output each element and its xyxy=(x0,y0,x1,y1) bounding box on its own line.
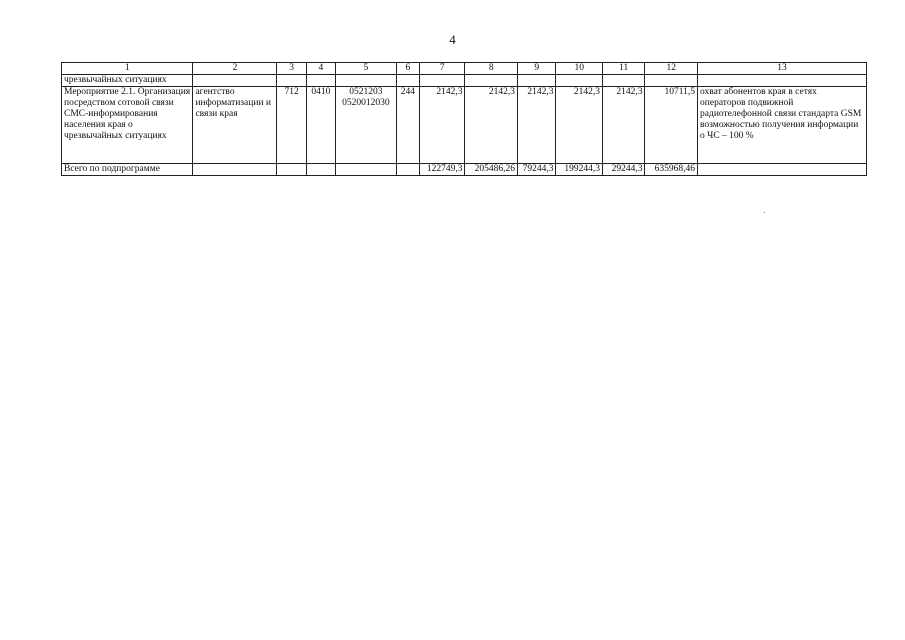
total-value: 199244,3 xyxy=(556,164,603,176)
csr-code-old: 0521203 xyxy=(349,87,383,97)
column-header: 10 xyxy=(556,63,603,75)
empty-cell xyxy=(336,164,397,176)
empty-cell xyxy=(396,164,419,176)
empty-cell xyxy=(419,75,465,87)
measure-value: 2142,3 xyxy=(602,87,644,164)
column-header: 5 xyxy=(336,63,397,75)
section-label: чрезвычайных ситуациях xyxy=(62,75,193,87)
column-header: 9 xyxy=(518,63,556,75)
column-header: 12 xyxy=(645,63,698,75)
column-number-row xyxy=(62,63,867,75)
empty-cell xyxy=(277,75,306,87)
empty-cell xyxy=(277,164,306,176)
empty-cell xyxy=(518,75,556,87)
csr-codes xyxy=(336,87,397,164)
column-header: 13 xyxy=(698,63,867,75)
subprogram-total-row xyxy=(62,164,867,176)
column-header: 8 xyxy=(465,63,518,75)
column-header: 4 xyxy=(306,63,335,75)
empty-cell xyxy=(193,164,277,176)
measure-value: 2142,3 xyxy=(419,87,465,164)
csr-code-new: 0520012030 xyxy=(342,98,390,108)
empty-cell xyxy=(645,75,698,87)
total-value: 29244,3 xyxy=(602,164,644,176)
total-value: 205486,26 xyxy=(465,164,518,176)
total-label: Всего по подпрограмме xyxy=(62,164,193,176)
empty-cell xyxy=(698,164,867,176)
measure-result: охват абонентов края в сетях операторов подвижной радиотелефонной связи стандарта GSM возможностью получения информации о ЧС – 100 % xyxy=(698,87,867,164)
total-value: 122749,3 xyxy=(419,164,465,176)
grand-total: 635968,46 xyxy=(645,164,698,176)
measure-total: 10711,5 xyxy=(645,87,698,164)
measure-row xyxy=(62,87,867,164)
empty-cell xyxy=(336,75,397,87)
measure-executor: агентство информатизации и связи края xyxy=(193,87,277,164)
empty-cell xyxy=(306,164,335,176)
measure-value: 2142,3 xyxy=(556,87,603,164)
column-header: 11 xyxy=(602,63,644,75)
page-number: 4 xyxy=(449,32,456,47)
column-header: 2 xyxy=(193,63,277,75)
rzpr-code: 0410 xyxy=(306,87,335,164)
measure-value: 2142,3 xyxy=(518,87,556,164)
total-value: 79244,3 xyxy=(518,164,556,176)
empty-cell xyxy=(465,75,518,87)
empty-cell xyxy=(698,75,867,87)
measure-name: Мероприятие 2.1. Организация посредством сотовой связи СМС-информирования населения края о чрезвычайных ситуациях xyxy=(62,87,193,164)
grbs-code: 712 xyxy=(277,87,306,164)
section-continuation-row xyxy=(62,75,867,87)
column-header: 1 xyxy=(62,63,193,75)
column-header: 7 xyxy=(419,63,465,75)
empty-cell xyxy=(193,75,277,87)
empty-cell xyxy=(396,75,419,87)
subprogram-measures-table xyxy=(61,62,867,176)
empty-cell xyxy=(556,75,603,87)
empty-cell xyxy=(602,75,644,87)
scan-speck xyxy=(764,212,765,213)
measure-value: 2142,3 xyxy=(465,87,518,164)
empty-cell xyxy=(306,75,335,87)
column-header: 3 xyxy=(277,63,306,75)
vr-code: 244 xyxy=(396,87,419,164)
column-header: 6 xyxy=(396,63,419,75)
